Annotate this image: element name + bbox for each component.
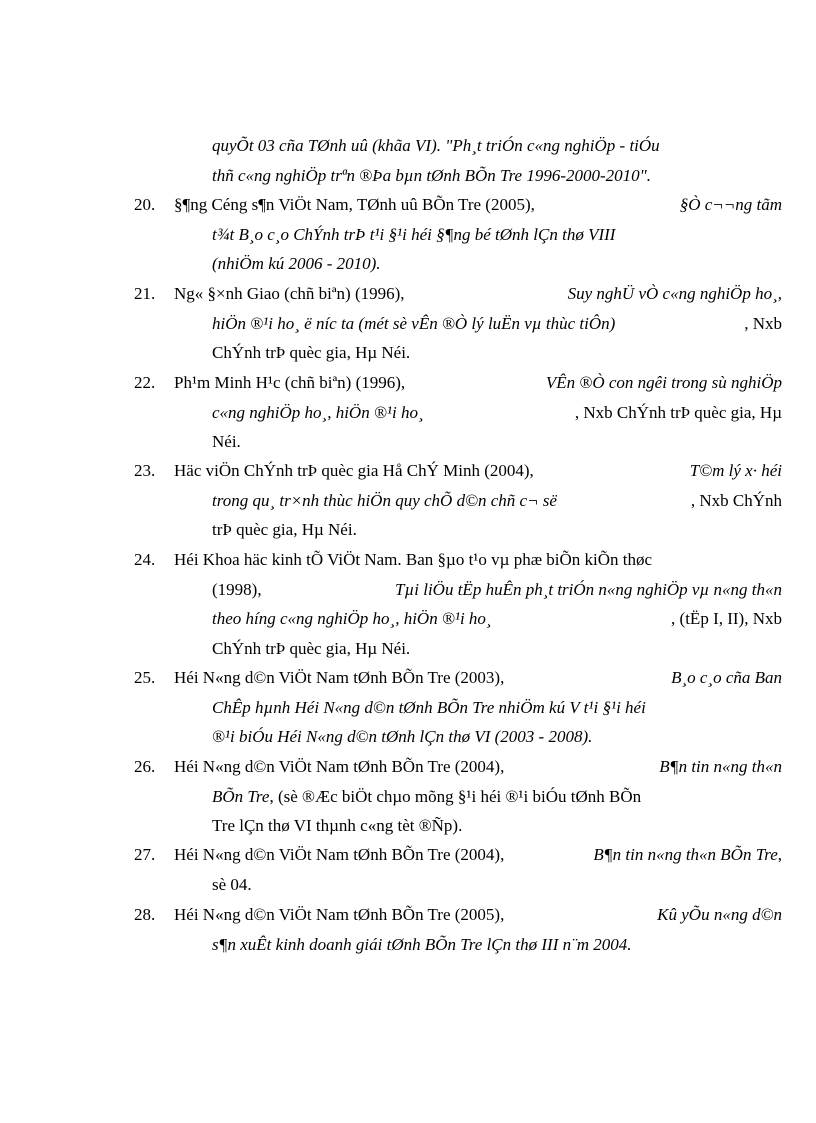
reference-number: 23. xyxy=(134,461,156,480)
text-segment: T©m lý x· héi xyxy=(689,461,782,480)
text-line: Héi Khoa häc kinh tÕ ViÖt Nam. Ban §µo t¹o vµ phæ biÕn kiÕn thøc xyxy=(174,550,653,569)
text-segment: , (sè ®Æc biÖt chµo mõng §¹i héi ®¹i biÓu tØnh BÕn xyxy=(269,786,642,806)
text-segment: Suy nghÜ vÒ c«ng nghiÖp ho¸, xyxy=(567,284,782,303)
text-line: t¾t B¸o c¸o ChÝnh trÞ t¹i §¹i héi §¶ng bé tØnh lÇn thø VIII xyxy=(212,224,616,244)
text-line: quyÕt 03 cña TØnh uû (khãa VI). "Ph¸t triÓn c«ng nghiÖp - tiÓu xyxy=(212,136,660,155)
text-segment: , Nxb xyxy=(744,313,782,333)
text-segment xyxy=(593,840,782,870)
text-line xyxy=(134,900,782,930)
text-line: s¶n xuÊt kinh doanh giái tØnh BÕn Tre lÇn thø III n¨m 2004. xyxy=(212,934,632,954)
text-segment: c«ng nghiÖp ho¸, hiÖn ®¹i ho¸ xyxy=(212,402,424,422)
text-segment: Kû yÕu n«ng d©n xyxy=(657,905,782,924)
reference-27 xyxy=(134,840,782,899)
text-segment: BÕn Tre xyxy=(212,786,270,806)
reference-number: 25. xyxy=(134,668,156,687)
continuation-text xyxy=(212,131,782,190)
text-segment: B¶n tin n«ng th«n xyxy=(659,757,782,776)
text-line: ChÊp hµnh Héi N«ng d©n tØnh BÕn Tre nhiÖm kú V t¹i §¹i héi xyxy=(212,697,646,717)
reference-number: 24. xyxy=(134,550,156,569)
reference-28 xyxy=(134,900,782,959)
text-segment: §¶ng Céng s¶n ViÖt Nam, TØnh uû BÕn Tre (2005), xyxy=(174,195,535,214)
text-line xyxy=(134,752,782,782)
text-segment: hiÖn ®¹i ho¸ ë níc ta (mét sè vÊn ®Ò lý luËn vµ thùc tiÔn) xyxy=(212,313,616,333)
text-segment: B¶n tin n«ng th«n BÕn Tre xyxy=(593,845,778,864)
text-line xyxy=(134,663,782,693)
text-line: thñ c«ng nghiÖp trªn ®Þa bµn tØnh BÕn Tre 1996-2000-2010". xyxy=(212,165,652,185)
text-segment: (1998), xyxy=(212,579,262,599)
reference-24 xyxy=(134,545,782,663)
reference-26 xyxy=(134,752,782,841)
text-line xyxy=(134,782,782,812)
text-line xyxy=(134,398,782,428)
text-line: ChÝnh trÞ quèc gia, Hµ Néi. xyxy=(212,638,411,658)
text-segment: , Nxb ChÝnh xyxy=(690,490,782,510)
text-segment: Héi N«ng d©n ViÖt Nam tØnh BÕn Tre (2003), xyxy=(174,668,505,687)
text-line xyxy=(134,575,782,605)
text-line: Tre lÇn thø VI thµnh c«ng tèt ®Ñp). xyxy=(212,816,463,835)
text-segment: theo híng c«ng nghiÖp ho¸, hiÖn ®¹i ho¸ xyxy=(212,609,492,628)
text-segment: Häc viÖn ChÝnh trÞ quèc gia Hå ChÝ Minh (2004), xyxy=(174,461,534,480)
text-line: trÞ quèc gia, Hµ Néi. xyxy=(212,520,357,539)
text-segment: VÊn ®Ò con ngêi trong sù nghiÖp xyxy=(545,373,782,392)
reference-number: 21. xyxy=(134,284,156,303)
reference-number: 28. xyxy=(134,905,156,924)
text-line xyxy=(134,279,782,309)
reference-20 xyxy=(134,190,782,279)
text-segment: B¸o c¸o cña Ban xyxy=(671,668,782,687)
reference-number: 20. xyxy=(134,195,156,214)
text-segment: Héi N«ng d©n ViÖt Nam tØnh BÕn Tre (2004), xyxy=(174,845,505,864)
reference-number: 22. xyxy=(134,373,156,392)
text-line xyxy=(134,190,782,220)
text-line: ChÝnh trÞ quèc gia, Hµ Néi. xyxy=(212,343,411,362)
text-line: Néi. xyxy=(212,432,241,451)
text-segment: §Ò c¬¬ng tãm xyxy=(679,195,782,214)
reference-22 xyxy=(134,368,782,457)
text-segment: Tµi liÖu tËp huÊn ph¸t triÓn n«ng nghiÖp vµ n«ng th«n xyxy=(395,579,782,599)
text-line xyxy=(134,368,782,398)
text-segment: Héi N«ng d©n ViÖt Nam tØnh BÕn Tre (2005), xyxy=(174,905,505,924)
text-segment: Ng« §×nh Giao (chñ biªn) (1996), xyxy=(174,284,405,303)
reference-23 xyxy=(134,456,782,545)
text-line xyxy=(134,486,782,516)
text-line xyxy=(134,840,782,870)
text-segment: Héi N«ng d©n ViÖt Nam tØnh BÕn Tre (2004), xyxy=(174,757,505,776)
reference-number: 26. xyxy=(134,757,156,776)
text-segment: , xyxy=(777,845,782,864)
text-segment: Ph¹m Minh H¹c (chñ biªn) (1996), xyxy=(174,373,406,392)
text-line: (nhiÖm kú 2006 - 2010). xyxy=(212,254,381,273)
text-line xyxy=(134,604,782,634)
text-segment: trong qu¸ tr×nh thùc hiÖn quy chÕ d©n chñ c¬ së xyxy=(212,490,557,510)
text-line: sè 04. xyxy=(212,874,252,894)
text-line: ®¹i biÓu Héi N«ng d©n tØnh lÇn thø VI (2003 - 2008). xyxy=(212,727,593,746)
reference-number: 27. xyxy=(134,845,156,864)
text-line xyxy=(134,456,782,486)
reference-25 xyxy=(134,663,782,752)
text-segment: , Nxb ChÝnh trÞ quèc gia, Hµ xyxy=(574,402,782,422)
text-line xyxy=(134,309,782,339)
text-segment: , (tËp I, II), Nxb xyxy=(671,609,782,628)
reference-21 xyxy=(134,279,782,368)
